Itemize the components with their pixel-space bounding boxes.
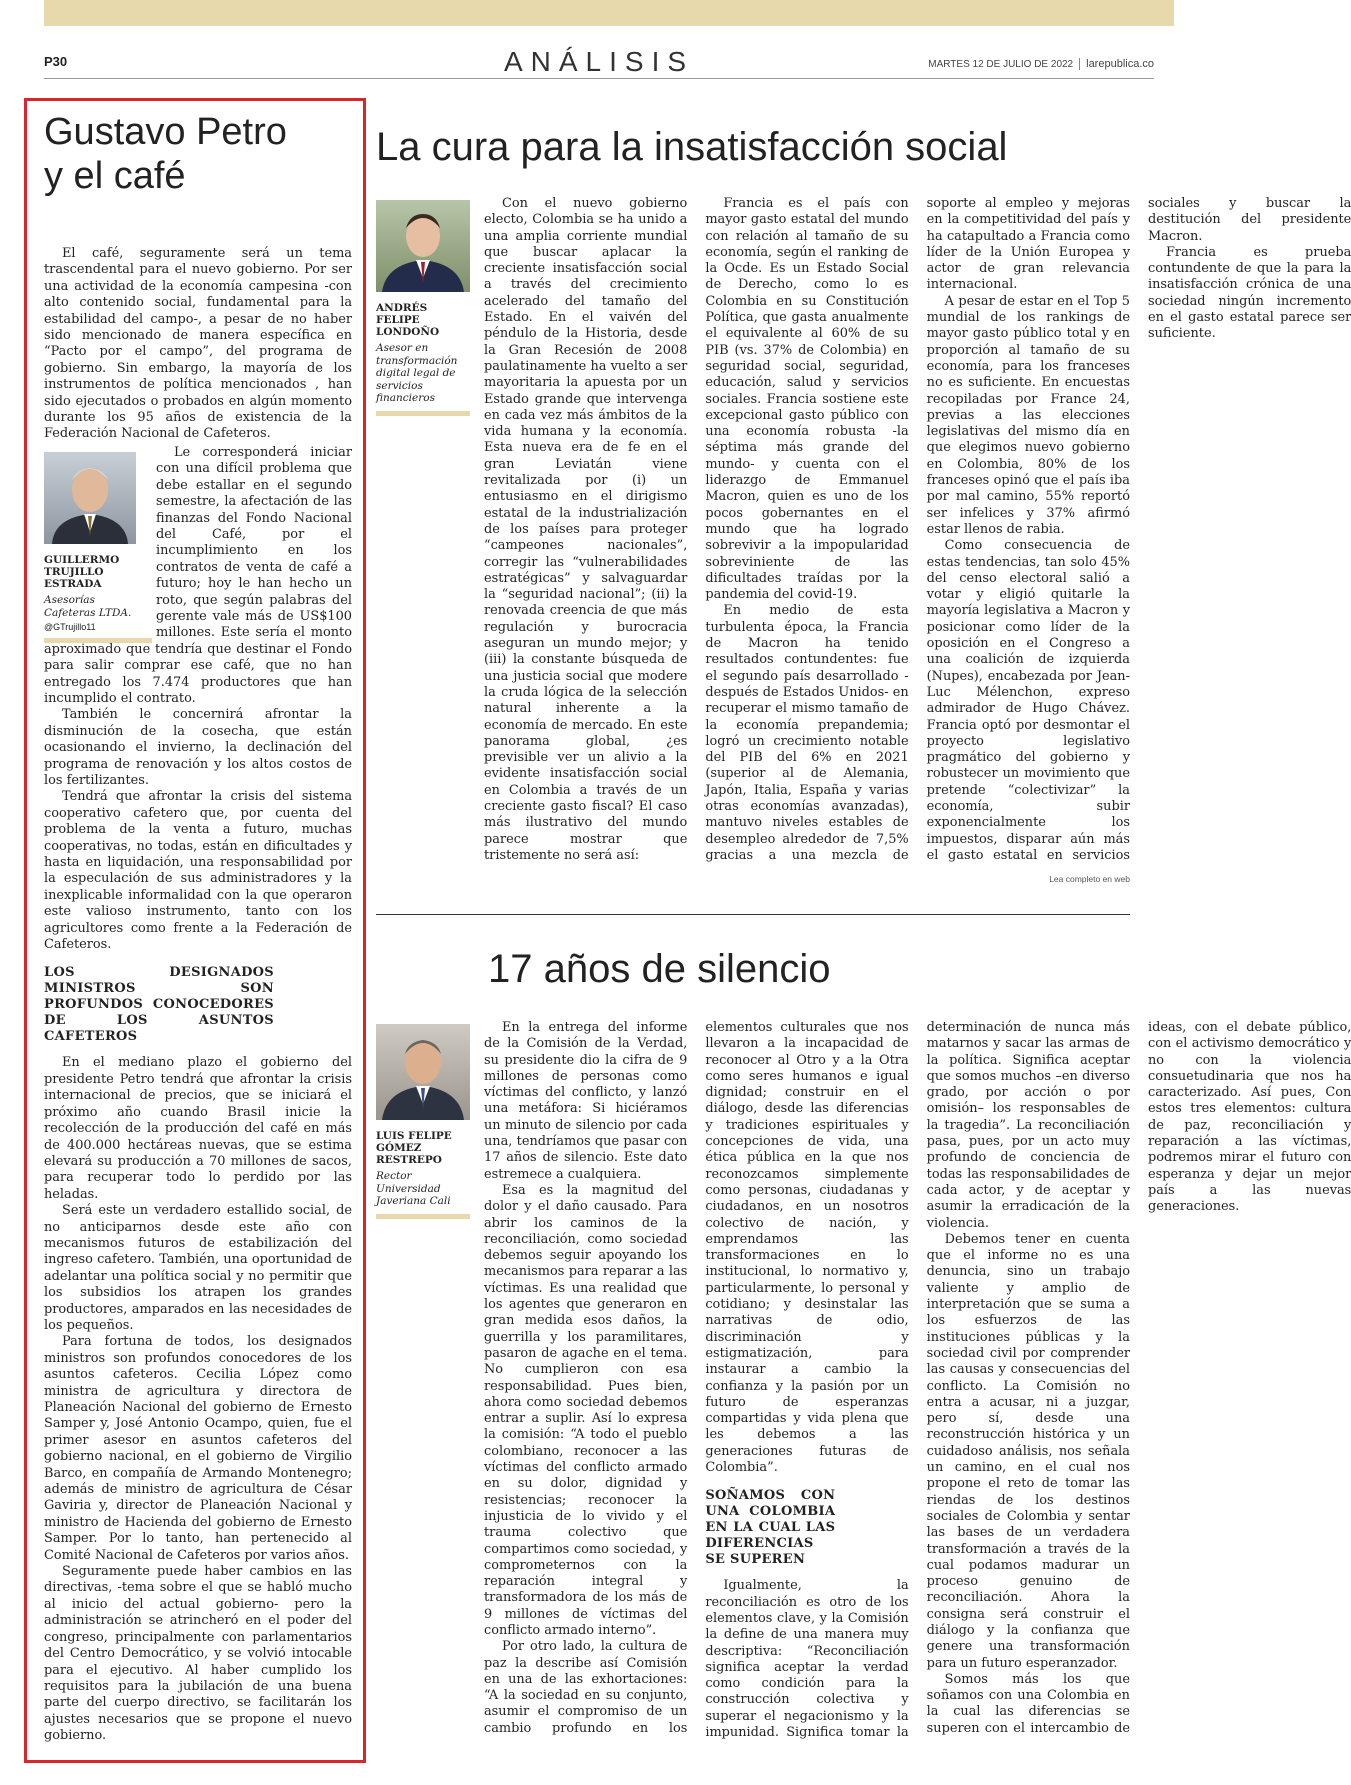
- article3-title: 17 años de silencio: [488, 947, 831, 991]
- article1-paragraph: Seguramente puede haber cambios en las directivas, -tema sobre el que se habló mucho al inicio del actual gobierno- pero la administración se atrincheró en el poder del congreso, principalmente con parlamentarios del Centro Democrático, y se volvió intocable para el ejecutivo. Al haber cumplido los requisitos para la jubilación de una buena parte del cuerpo directivo, se facilitarán los ajustes necesarios que se propone el nuevo gobierno.: [44, 1564, 352, 1744]
- article1-subhead: LOS DESIGNADOS MINISTROS SON PROFUNDOS CONOCEDORES DE LOS ASUNTOS CAFETEROS: [44, 965, 274, 1045]
- author-name: [376, 302, 470, 338]
- author-role: [376, 1170, 470, 1208]
- author-accent-bar: [376, 1214, 470, 1219]
- author-name-line: LUIS FELIPE: [376, 1130, 452, 1142]
- article1-title-line2: y el café: [44, 155, 186, 197]
- author-name-line: RESTREPO: [376, 1154, 442, 1166]
- article2-paragraph: Como consecuencia de estas tendencias, tan solo 45% del censo electoral salió a votar y eligió quitarle la mayoría legislativa a Macron y posicionar como líder de la oposición en el Congreso a una coalición de izquierda (Nupes), encabezada por Jean-Luc Mélenchon, expreso admirador de Hugo Chávez. Francia optó por desmontar el proyecto legislativo pragmático del gobierno y robustecer un movimiento que pretende “colectivizar” la economía, subir exponencialmente los impuestos, disparar aún más el gasto estatal en servicios sociales y buscar la destitución del presidente Macron.: [926, 196, 1351, 863]
- author-name-line: LONDOÑO: [376, 326, 440, 338]
- author-photo: [376, 1024, 470, 1120]
- article2-body: [484, 196, 1351, 874]
- portrait-icon: [376, 200, 470, 292]
- author-role-line: transformación: [376, 354, 458, 367]
- site-link[interactable]: larepublica.co: [1079, 58, 1154, 70]
- author-float-spacer: [44, 445, 156, 641]
- article2-paragraph: Francia es el país con mayor gasto estatal del mundo con relación al tamaño de su economía, según el ranking de la Ocde. Es un Estado Social de Derecho, como lo es Colombia en su Constitución Política, que gasta anualmente el equivalente al 60% de su PIB (vs. 37% de Colombia) en seguridad social, seguridad, educación, salud y servicios sociales. Francia sostiene este excepcional gasto público con una economía robusta -la séptima más grande del mundo- y cuenta con el liderazgo de Emmanuel Macron, quien es uno de los pocos gobernantes en el mundo que ha logrado sobrevivir a la impopularidad sobreviniente de las dificultades traídas por la pandemia del covid-19.: [705, 196, 909, 603]
- author-role-line: Rector: [376, 1170, 412, 1182]
- author-role-line: financieros: [376, 392, 435, 404]
- author-role-line: Universidad: [376, 1182, 441, 1195]
- read-more-online[interactable]: Lea completo en web: [1049, 874, 1130, 884]
- article1-paragraph: También le concernirá afrontar la disminución de la cosecha, que están ocasionando el invierno, la declinación del programa de renovación y los altos costos de los fertilizantes.: [44, 707, 352, 788]
- author-role-line: Cafeteras LTDA.: [44, 606, 132, 619]
- author-role-line: servicios: [376, 379, 423, 392]
- article3-paragraph: En la entrega del informe de la Comisión de la Verdad, su presidente dio la cifra de 9 millones de personas como víctimas del conflicto, y lanzó una metáfora: Si hiciéramos un minuto de silencio por cada una, tendríamos que pasar con 17 años de silencio. Este dato estremece a cualquiera.: [484, 1020, 688, 1182]
- article3-paragraph: Somos más los que soñamos con una Colombia en la cual las diferencias se superen con el intercambio de ideas, con el debate público, con el activismo democrático y no con la violencia consuetudinaria que nos ha caracterizado. Así pues, Con estos tres elementos: cultura de paz, reconciliación y reparación a las víctimas, podremos mirar el futuro con esperanza y dejar un mejor país a las nuevas generaciones.: [926, 1020, 1351, 1736]
- author-name-line: GUILLERMO: [44, 554, 120, 566]
- top-color-band: [44, 0, 1174, 26]
- section-title: ANÁLISIS: [503, 46, 695, 77]
- author-role-line: digital legal de: [376, 367, 456, 379]
- author-name-line: TRUJILLO: [44, 566, 104, 578]
- article2-paragraph: Con el nuevo gobierno electo, Colombia se ha unido a una amplia corriente mundial que buscar aplacar la creciente insatisfacción social a través del crecimiento acelerado del tamaño del Estado. En el vaivén del péndulo de la Historia, desde la Gran Recesión de 2008 paulatinamente ha vuelto a ser mayoritaria la apuesta por un Estado grande que intervenga en cada vez más ámbitos de la vida humana y la economía. Esta nueva era de fe en el gran Leviatán viene revitalizada por (i) un entusiasmo en el dirigismo estatal de la industrialización de los países para proteger “campeones nacionales”, corregir las “vulnerabilidades estratégicas” y salvaguardar la “seguridad nacional”; (ii) la renovada creencia de que más regulación y burocracia aseguran un mundo mejor; y (iii) la constante búsqueda de una justicia social que modere la cruda lógica de la selección natural inherente a la economía de mercado. En este panorama global, ¿es previsible ver un alivio a la evidente insatisfacción social en Colombia a través de un creciente gasto fiscal? El caso más ilustrativo del mundo parece mostrar que tristemente no será así:: [484, 196, 688, 863]
- page-number: P30: [44, 54, 68, 69]
- header-rule: [44, 78, 1154, 79]
- article-divider: [376, 914, 1130, 915]
- article1-paragraph: En el mediano plazo el gobierno del presidente Petro tendrá que afrontar la crisis internacional de precios, que se iniciará el próximo año cuando Brasil inicie la recolección de la producción del café en más de 400.000 hectáreas nuevas, que se estima elevará su producción a 70 millones de sacos, para recuperar todo lo perdido por las heladas.: [44, 1055, 352, 1202]
- article2-author-card: [376, 200, 470, 416]
- article3-paragraph: Por otro lado, la cultura de paz la describe así Comisión en una de las exhortaciones: “A la sociedad en su conjunto, asumir el compromiso de un cambio profundo en los elementos culturales que nos llevaron a la incapacidad de reconocer al Otro y a la Otra como seres humanos e igual dignidad; construir en el diálogo, desde las diferencias y tradiciones espirituales y concepciones de vida, una ética pública en la que nos reconozcamos simplemente como personas, ciudadanas y ciudadanos, en un nosotros colectivo de nación, y emprendamos las transformaciones en lo institucional, lo normativo y, particularmente, lo personal y cotidiano; y desinstalar las narrativas de odio, discriminación y estigmatización, para instaurar a cambio la confianza y la pasión por un futuro de esperanzas compartidas y vida plena que les debemos a las generaciones futuras de Colombia”.: [484, 1020, 909, 1736]
- date-text: MARTES 12 DE JULIO DE 2022: [928, 59, 1074, 70]
- article2-paragraph: Francia es prueba contundente de que la para la insatisfacción crónica de una sociedad ningún incremento en el gasto estatal parece ser suficiente.: [1147, 244, 1351, 342]
- author-twitter-handle[interactable]: @GTrujillo11: [44, 622, 96, 632]
- article1-paragraph: Será este un verdadero estallido social, de no anticiparnos desde este año con mecanismos futuros de estabilización del ingreso cafetero. También, una oportunidad de adelantar una política social y no permitir que los subsidios los atrapen los grandes productores, amparados en las necesidades de los pequeños.: [44, 1203, 352, 1333]
- page-header: [44, 46, 1154, 76]
- author-name-line: ESTRADA: [44, 578, 102, 590]
- author-name-line: ANDRÉS FELIPE: [376, 302, 428, 326]
- article3-body: [484, 1020, 1351, 1748]
- article3-author-card: [376, 1024, 470, 1219]
- portrait-icon: [376, 1024, 470, 1120]
- author-photo: [376, 200, 470, 292]
- article1-paragraph: Tendrá que afrontar la crisis del sistema cooperativo cafetero que, por cuenta del problema de la venta a futuro, muchas cooperativas, no todas, están en dificultades y hasta en liquidación, una responsabilidad por la especulación de sus administradores y la inexplicable informalidad con la que operaron este valioso instrumento, tanto con los agricultores como frente a la Federación de Cafeteros.: [44, 789, 352, 953]
- article3-paragraph: Debemos tener en cuenta que el informe no es una denuncia, sino un trabajo valiente y amplio de interpretación que se suma a los esfuerzos de las instituciones públicas y la sociedad civil por comprender las causas y consecuencias del conflicto. La Comisión no entra a acusar, ni a juzgar, pero sí, desde una reconstrucción histórica y un cuidadoso análisis, nos señala un camino, en el cual nos propone el reto de tomar las riendas de los destinos sociales de Colombia y sentar las bases de un verdadera transformación a través de la cual podamos madurar un proceso genuino de reconciliación. Ahora la consigna será construir el diálogo y la confianza que genere una transformación para un futuro esperanzador.: [926, 1231, 1130, 1671]
- article3-subhead: SOÑAMOS CON UNA COLOMBIA EN LA CUAL LAS DIFERENCIAS SE SUPEREN: [705, 1488, 836, 1568]
- author-role-line: Javeriana Cali: [376, 1195, 451, 1207]
- author-accent-bar: [376, 411, 470, 416]
- article2-paragraph: A pesar de estar en el Top 5 mundial de los rankings de mayor gasto público total y en proporción al tamaño de su economía, para los franceses no es suficiente. En encuestas recopiladas por France 24, previas a las elecciones legislativas del mismo día en que elegimos nuevo gobierno en Colombia, 80% de los franceses opinó que el país iba por mal camino, 55% reportó ser infelices y 37% afirmó estar llenos de rabia.: [926, 293, 1130, 537]
- article1-title: [44, 110, 287, 198]
- author-name: [376, 1130, 470, 1166]
- article2-paragraph: En medio de esta turbulenta época, la Francia de Macron ha tenido resultados contundentes: fue el segundo país desarrollado -después de Estados Unidos- en recuperar el mismo tamaño de la economía prepandemia; logró un crecimiento notable del PIB del 6% en 2021 (superior al de Alemania, Japón, Italia, España y varias otras economías avanzadas), mantuvo niveles estables de desempleo alrededor de 7,5% gracias a una mezcla de soporte al empleo y mejoras en la competitividad del país y ha catapultado a Francia como líder de la Unión Europea y actor de gran relevancia internacional.: [705, 196, 1130, 863]
- article1-title-line1: Gustavo Petro: [44, 111, 287, 153]
- article3-paragraph: Esa es la magnitud del dolor y el daño causado. Para abrir los caminos de la reconciliación, como sociedad debemos seguir apoyando los mecanismos para reparar a las víctimas. Es una realidad que los agentes que generaron en gran medida esos daños, la guerrilla y los paramilitares, pasaron de agache en el tema. No cumplieron con esa responsabilidad. Pues bien, ahora como sociedad debemos entrar a suplir. Así lo expresa la comisión: “A todo el pueblo colombiano, reconocer a las víctimas del conflicto armado en su dolor, dignidad y resistencias; reconocer la injusticia de lo vivido y el trauma colectivo que compartimos como sociedad, y comprometernos con la reparación integral y transformadora de los más de 9 millones de víctimas del conflicto armado interno”.: [484, 1182, 688, 1638]
- article1-body: [44, 246, 352, 1745]
- publication-date: [928, 58, 1154, 70]
- author-role: [376, 342, 470, 405]
- author-name-line: GÓMEZ: [376, 1142, 422, 1154]
- article3-paragraph: Igualmente, la reconciliación es otro de los elementos clave, y la Comisión la define de una manera muy descriptiva: “Reconciliación significa aceptar la verdad como condición para la construcción colectiva y superar el negacionismo y la impunidad. Significa tomar la determinación de nunca más matarnos y sacar las armas de la política. Significa aceptar que somos muchos –en diverso grado, por acción o por omisión– los responsables de la tragedia”. La reconciliación pasa, pues, por un acto muy profundo de conciencia de todas las responsabilidades de cada actor, y de aceptar y asumir la erradicación de la violencia.: [705, 1020, 1130, 1740]
- article1-paragraph: Para fortuna de todos, los designados ministros son profundos conocedores de los asuntos cafeteros. Cecilia López como ministra de agricultura y directora de Planeación Nacional del gobierno de Ernesto Samper y, José Antonio Ocampo, quien, fue el primer asesor en asuntos cafeteros del gobierno nacional, en el gobierno de Virgilio Barco, en compañía de Armando Montenegro; además de ministro de agricultura de César Gaviria y, director de Planeación Nacional y ministro de Hacienda del gobierno de Ernesto Samper. Por lo tanto, han pertenecido al Comité Nacional de Cafeteros por varios años.: [44, 1334, 352, 1563]
- author-role-line: Asesorías: [44, 594, 95, 606]
- article1-paragraph: El café, seguramente será un tema trascendental para el nuevo gobierno. Por ser una actividad de la economía campesina -con alto contenido social, fundamental para la estabilidad del campo-, a pesar de no haber sido mencionado de manera específica en “Pacto por el campo”, del programa de gobierno. Sin embargo, la mayoría de los instrumentos de política mencionados , han sido ejecutados o probados en algún momento durante los 95 años de existencia de la Federación Nacional de Cafeteros.: [44, 246, 352, 442]
- article2-title: La cura para la insatisfacción social: [376, 125, 1008, 169]
- article1-paragraph: Le corresponderá iniciar con una difícil problema que debe estallar en el segundo semestre, la afectación de las finanzas del Fondo Nacional del Café, por el incumplimiento en los contratos de venta de café a futuro; hoy le han hecho un roto, que según palabras del gerente vale más de US$100 millones. Este sería el monto aproximado que tendría que destinar el Fondo para salir comprar ese café, que no han entregado los 7.474 productores que han incumplido el contrato.: [44, 444, 352, 706]
- author-role-line: Asesor en: [376, 342, 429, 354]
